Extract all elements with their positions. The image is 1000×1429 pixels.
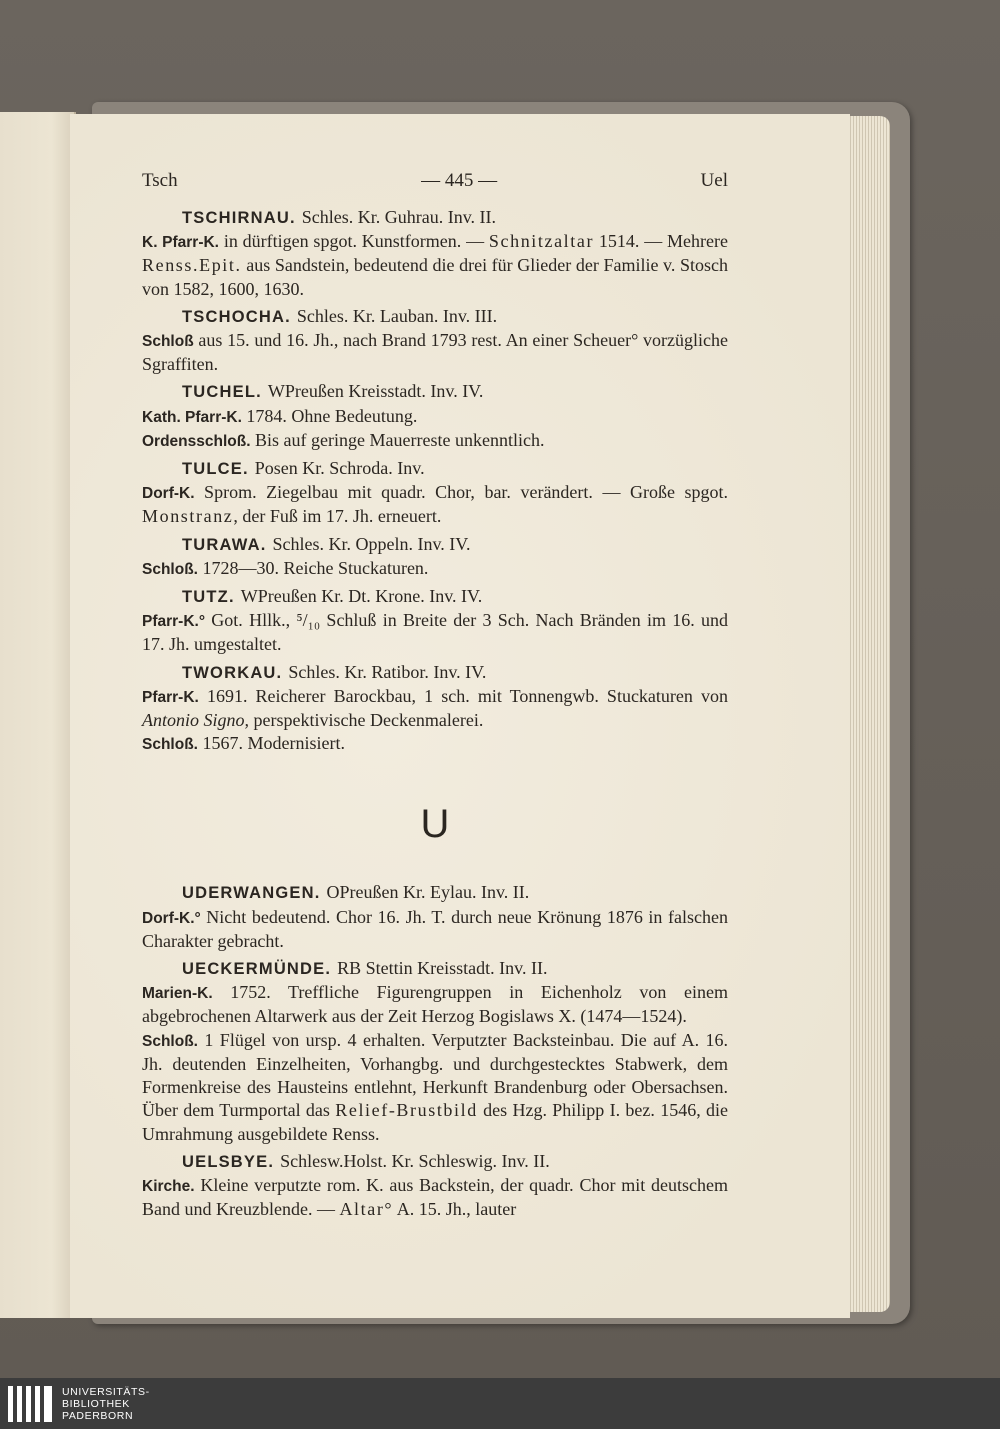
building-name: Schloß.	[142, 1032, 198, 1050]
entry-text: Sprom. Ziegelbau mit quadr. Chor, bar. verändert. — Große spgot.	[194, 482, 728, 503]
entry-text: 1728—30. Reiche Stuckaturen.	[197, 557, 429, 578]
place-info: OPreußen Kr. Eylau. Inv. II.	[326, 882, 530, 903]
building-name: Dorf-K.°	[142, 909, 201, 927]
entry-text: 1691. Reicherer Barockbau, 1 sch. mit Tonnengwb. Stuckaturen von	[198, 685, 728, 706]
place-name: TUTZ.	[182, 588, 235, 607]
place-name: UDERWANGEN.	[182, 884, 321, 903]
entry-body	[142, 230, 728, 301]
library-logo-text	[62, 1386, 150, 1422]
entry-heading	[142, 661, 728, 685]
entry-body	[142, 557, 728, 581]
entry-text: perspektivische Deckenmalerei.	[249, 710, 484, 731]
logo-line: PADERBORN	[62, 1409, 134, 1422]
place-name: TSCHIRNAU.	[182, 209, 296, 227]
library-logo-icon	[8, 1386, 52, 1422]
entry-text: 1 Flügel von ursp. 4 erhalten. Verputzter Backsteinbau. Die auf A. 16. Jh. deutenden Einzelheiten, Vorhangbg. und durchgestecktes Stabwerk, dem Formenkreise des Hausteins entlehnt, Herkunft Brandenburg oder Obersachsen. Über dem Turmportal das	[142, 1029, 728, 1121]
place-name: TULCE.	[182, 460, 249, 479]
entry-body	[142, 329, 728, 376]
place-name: TWORKAU.	[182, 663, 283, 682]
place-info: WPreußen Kreisstadt. Inv. IV.	[267, 381, 484, 402]
entry-text: in dürftigen spgot. Kunstformen. —	[223, 231, 489, 252]
building-name: Dorf-K.	[142, 485, 195, 503]
place-info: Schles. Kr. Ratibor. Inv. IV.	[288, 661, 487, 682]
place-name: TURAWA.	[182, 535, 267, 554]
entry-text: 1752. Treffliche Figurengruppen in Eichenholz von einem abgebrochenen Altarwerk aus der Zeit Herzog Bogislaws X. (1474—1524).	[142, 982, 728, 1027]
entry-text: Nicht bedeutend. Chor 16. Jh. T. durch neue Krönung 1876 in falschen Charakter gebracht.	[142, 906, 728, 951]
entry-body	[142, 732, 728, 756]
entry-heading	[142, 457, 728, 481]
entry-text: 1514. — Mehrere	[594, 231, 729, 252]
place-info: Schles. Kr. Lauban. Inv. III.	[296, 305, 498, 326]
building-name: Pfarr-K.°	[142, 613, 206, 631]
entry-heading	[142, 585, 728, 609]
artist-name: Antonio Signo,	[142, 710, 249, 731]
building-name: Ordensschloß.	[142, 432, 251, 450]
entry-heading	[142, 957, 728, 981]
spaced-term: Monstranz	[142, 506, 234, 527]
entry-text: A. 15. Jh., lauter	[393, 1199, 517, 1220]
library-footer	[0, 1378, 1000, 1429]
entry-body	[142, 481, 728, 528]
place-info: Schles. Kr. Oppeln. Inv. IV.	[272, 533, 471, 554]
entry-body	[142, 429, 728, 453]
entry-heading	[142, 1150, 728, 1174]
entry-body	[142, 405, 728, 429]
entry-body	[142, 685, 728, 732]
building-name: Marien-K.	[142, 985, 213, 1003]
header-right: Uel	[700, 170, 728, 191]
place-info: Posen Kr. Schroda. Inv.	[254, 458, 425, 479]
entry-body	[142, 1029, 728, 1146]
building-name: K. Pfarr-K.	[142, 234, 219, 252]
place-name: UECKERMÜNDE.	[182, 960, 332, 979]
entry-body	[142, 981, 728, 1028]
place-name: UELSBYE.	[182, 1152, 275, 1171]
place-name: TUCHEL.	[182, 383, 262, 402]
entry-heading	[142, 881, 728, 905]
entry-text: Bis auf geringe Mauerreste unkenntlich.	[250, 429, 545, 450]
entry-body	[142, 1174, 728, 1221]
entry-text: 1784. Ohne Bedeutung.	[241, 405, 418, 426]
book-page	[70, 114, 850, 1318]
place-info: Schles. Kr. Guhrau. Inv. II.	[301, 207, 497, 227]
entry-text: , der Fuß im 17. Jh. erneuert.	[233, 506, 442, 527]
building-name: Schloß.	[142, 736, 198, 754]
entry-heading	[142, 206, 728, 230]
place-info: Schlesw.Holst. Kr. Schleswig. Inv. II.	[280, 1150, 550, 1171]
spaced-term: Relief-Brustbild	[335, 1100, 478, 1121]
running-header	[142, 170, 728, 192]
spaced-term: Altar°	[339, 1199, 394, 1220]
building-name: Schloß	[142, 333, 194, 351]
entry-text: Kleine verputzte rom. K. aus Backstein, der quadr. Chor mit deutschem Band und Kreuzblende. —	[142, 1174, 728, 1220]
left-page-edge	[0, 112, 76, 1318]
building-name: Kirche.	[142, 1177, 195, 1195]
building-name: Kath. Pfarr-K.	[142, 408, 242, 426]
entry-text: des Hzg. Philipp I. bez. 1546, die Umrahmung ausgebildete Renss.	[142, 1100, 729, 1144]
page-number: — 445 —	[421, 170, 498, 191]
entry-heading	[142, 533, 728, 557]
place-info: RB Stettin Kreisstadt. Inv. II.	[337, 958, 548, 979]
building-name: Pfarr-K.	[142, 688, 199, 706]
entry-text: aus 15. und 16. Jh., nach Brand 1793 rest. An einer Scheuer° vorzügliche Sgraffiten.	[142, 330, 728, 375]
section-letter: U	[420, 802, 450, 847]
entry-body	[142, 609, 728, 656]
header-left: Tsch	[142, 170, 178, 191]
logo-line: BIBLIOTHEK	[62, 1397, 130, 1410]
place-name: TSCHOCHA.	[182, 307, 291, 326]
entry-text: aus Sandstein, bedeutend die drei für Glieder der Familie v. Stosch von 1582, 1600, 1630.	[142, 255, 728, 299]
spaced-term: Schnitzaltar	[488, 231, 595, 252]
entry-heading	[142, 380, 728, 404]
page-content	[142, 170, 728, 1221]
entry-text: Got. Hllk., ⁵/₁₀ Schluß in Breite der 3 Sch. Nach Bränden im 16. und 17. Jh. umgestaltet.	[142, 610, 728, 655]
entry-heading	[142, 305, 728, 329]
entry-text: 1567. Modernisiert.	[197, 733, 345, 754]
spaced-term: Renss.Epit.	[142, 255, 242, 276]
place-info: WPreußen Kr. Dt. Krone. Inv. IV.	[240, 586, 483, 607]
logo-line: UNIVERSITÄTS-	[62, 1385, 150, 1398]
building-name: Schloß.	[142, 560, 198, 578]
entry-body	[142, 906, 728, 953]
